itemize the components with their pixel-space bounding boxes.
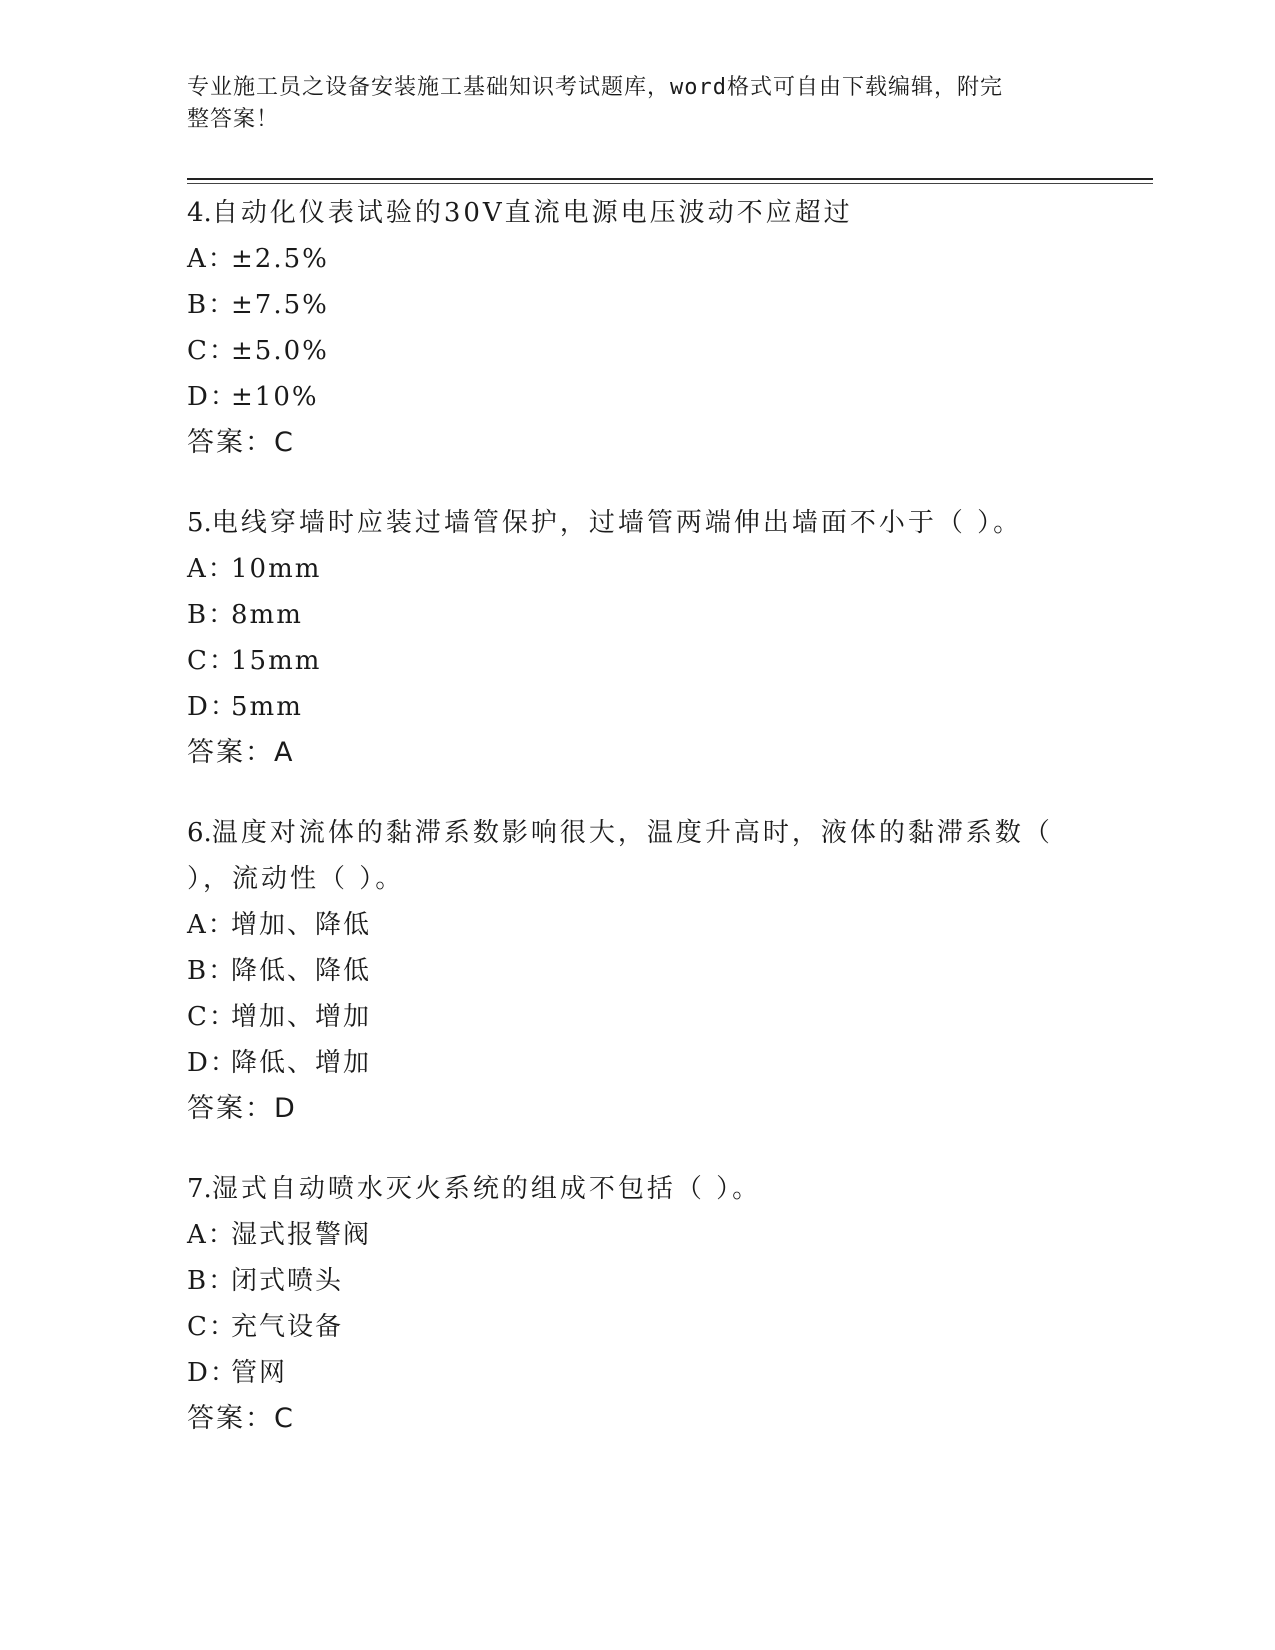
option-key: C： — [187, 1312, 237, 1342]
question-text: 自动化仪表试验的30V直流电源电压波动不应超过 — [211, 198, 853, 228]
option-c — [187, 328, 1087, 374]
option-a — [187, 902, 1087, 948]
answer-value: A — [274, 737, 295, 768]
option-text: 降低、增加 — [231, 1048, 372, 1078]
question-text: 温度对流体的黏滞系数影响很大，温度升高时，液体的黏滞系数（ — [211, 818, 1053, 848]
option-c — [187, 638, 1087, 684]
answer-line — [187, 1396, 1087, 1442]
option-text: 增加、降低 — [231, 910, 372, 940]
question-7 — [187, 1166, 1087, 1442]
option-c — [187, 994, 1087, 1040]
answer-value: C — [274, 1403, 295, 1434]
question-text: 电线穿墙时应装过墙管保护，过墙管两端伸出墙面不小于（ ）。 — [211, 508, 1023, 538]
question-text: 湿式自动喷水灭火系统的组成不包括（ ）。 — [211, 1174, 762, 1204]
option-key: B： — [187, 1266, 237, 1296]
answer-label: 答案： — [187, 427, 274, 458]
answer-label: 答案： — [187, 1093, 274, 1124]
question-stem — [187, 1166, 1087, 1212]
option-text: 5mm — [231, 692, 303, 722]
option-key: D： — [187, 1048, 238, 1078]
option-c — [187, 1304, 1087, 1350]
option-d — [187, 374, 1087, 420]
option-key: B： — [187, 290, 237, 320]
answer-line — [187, 730, 1087, 776]
option-text: 增加、增加 — [231, 1002, 372, 1032]
header-line-1: 专业施工员之设备安装施工基础知识考试题库，word格式可自由下载编辑，附完 — [187, 75, 1003, 100]
option-key: B： — [187, 956, 237, 986]
answer-label: 答案： — [187, 1403, 274, 1434]
header-divider-thin — [187, 183, 1153, 184]
option-b — [187, 948, 1087, 994]
header-divider-thick — [187, 178, 1153, 180]
option-key: C： — [187, 646, 237, 676]
answer-value: D — [274, 1093, 297, 1124]
question-stem — [187, 810, 1087, 856]
question-stem-continued: ），流动性（ ）。 — [187, 864, 405, 894]
question-number: 7. — [187, 1174, 212, 1204]
option-text: 10mm — [231, 554, 322, 584]
option-a — [187, 1212, 1087, 1258]
option-key: C： — [187, 1002, 237, 1032]
answer-value: C — [274, 427, 295, 458]
option-key: A： — [187, 1220, 236, 1250]
option-key: D： — [187, 382, 238, 412]
option-b — [187, 592, 1087, 638]
question-number: 4. — [187, 198, 212, 228]
question-6 — [187, 810, 1087, 1132]
option-a — [187, 546, 1087, 592]
option-d — [187, 1040, 1087, 1086]
option-text: 充气设备 — [231, 1312, 344, 1342]
question-number: 6. — [187, 818, 212, 848]
question-5 — [187, 500, 1087, 776]
option-key: A： — [187, 554, 236, 584]
option-text: 湿式报警阀 — [231, 1220, 372, 1250]
option-text: ±10% — [231, 382, 319, 412]
option-a — [187, 236, 1087, 282]
option-key: A： — [187, 910, 236, 940]
answer-label: 答案： — [187, 737, 274, 768]
answer-line — [187, 420, 1087, 466]
option-text: ±2.5% — [231, 244, 329, 274]
option-text: ±7.5% — [231, 290, 329, 320]
option-text: 降低、降低 — [231, 956, 372, 986]
option-d — [187, 1350, 1087, 1396]
option-b — [187, 1258, 1087, 1304]
question-number: 5. — [187, 508, 212, 538]
header-line-2: 整答案！ — [187, 107, 280, 132]
option-key: D： — [187, 1358, 238, 1388]
option-key: A： — [187, 244, 236, 274]
option-key: B： — [187, 600, 237, 630]
question-stem — [187, 500, 1087, 546]
option-d — [187, 684, 1087, 730]
option-text: 管网 — [231, 1358, 288, 1388]
question-list — [187, 190, 1087, 1476]
option-text: 闭式喷头 — [231, 1266, 344, 1296]
option-b — [187, 282, 1087, 328]
question-4 — [187, 190, 1087, 466]
option-text: ±5.0% — [231, 336, 329, 366]
option-text: 8mm — [231, 600, 303, 630]
answer-line — [187, 1086, 1087, 1132]
option-key: D： — [187, 692, 238, 722]
question-stem — [187, 190, 1087, 236]
option-text: 15mm — [231, 646, 322, 676]
option-key: C： — [187, 336, 237, 366]
document-header — [187, 72, 1067, 136]
